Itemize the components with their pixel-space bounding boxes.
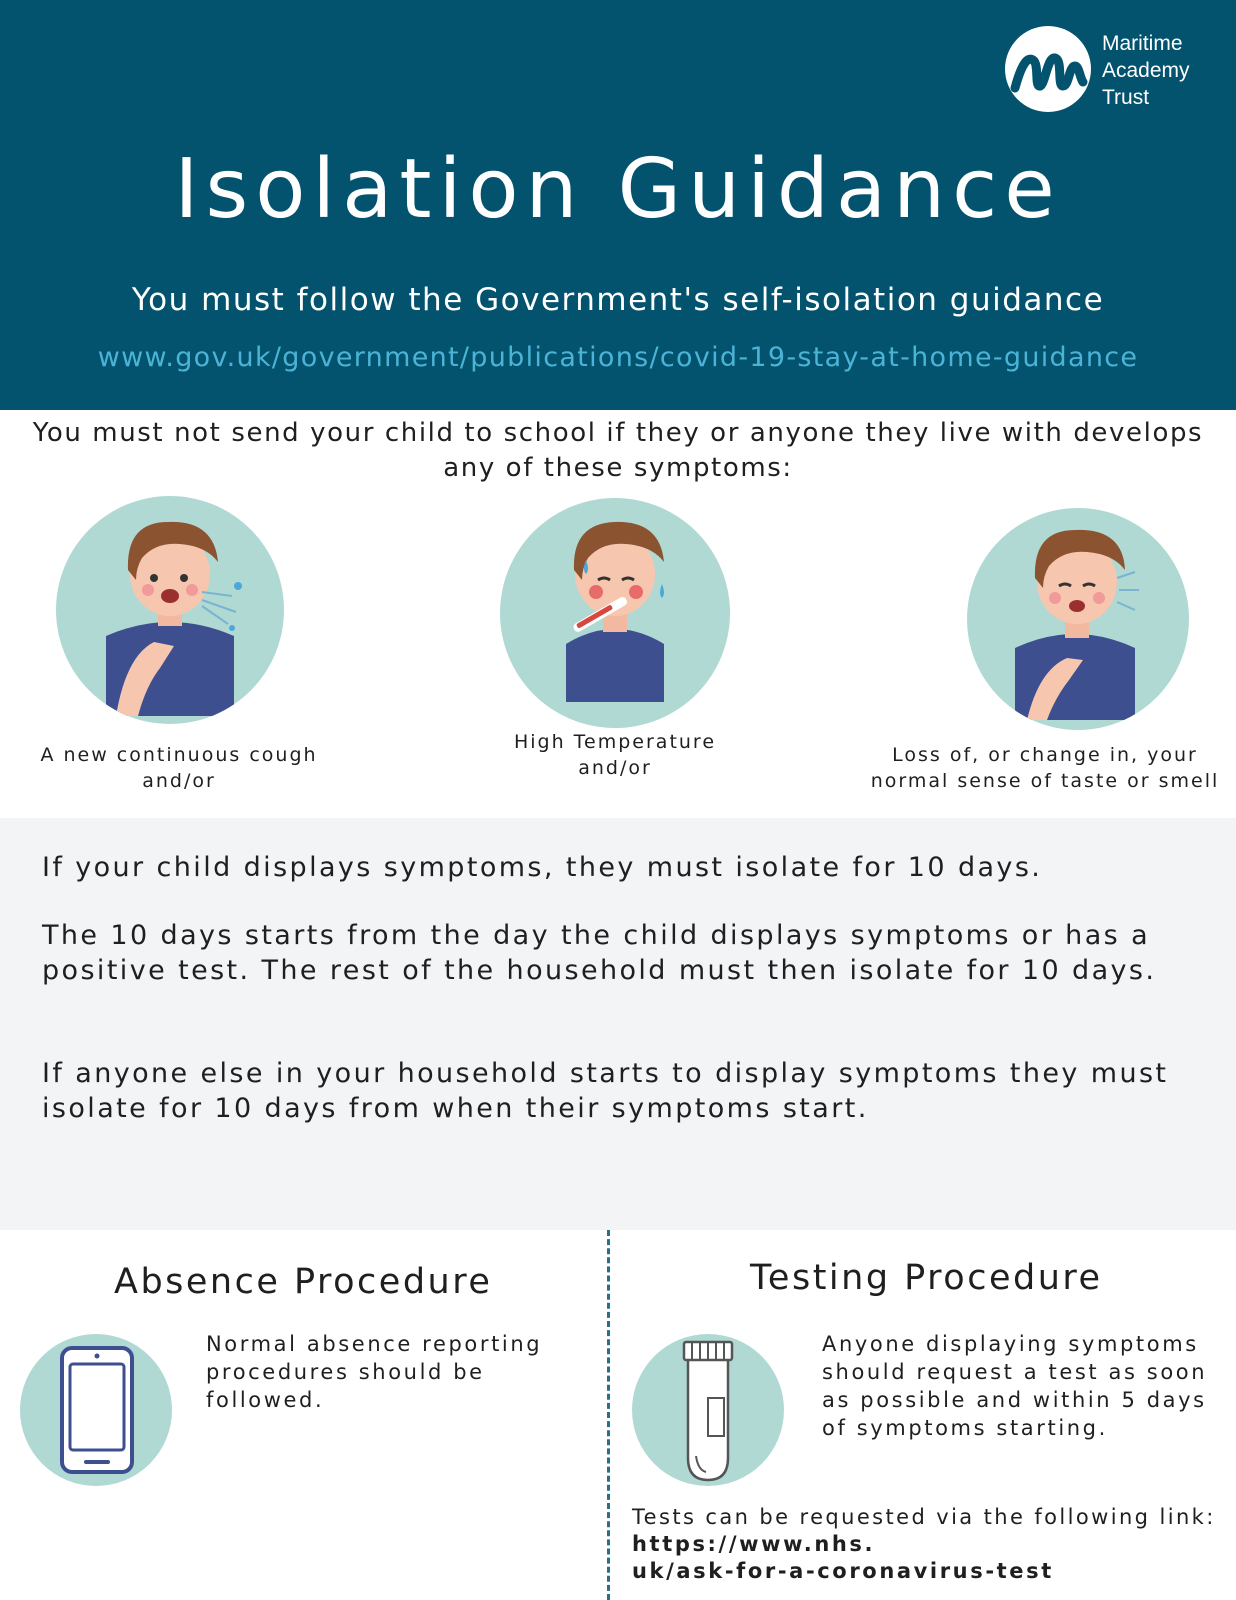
symptom-caption-line-2: normal sense of taste or smell: [870, 770, 1220, 792]
nhs-test-link-line-1[interactable]: https://www.nhs.: [632, 1532, 876, 1556]
page-title: Isolation Guidance: [174, 142, 1062, 237]
maritime-logo-icon: [1005, 26, 1091, 112]
absence-text-line-1: Normal absence reporting: [206, 1332, 543, 1356]
nhs-test-link[interactable]: [632, 1531, 1232, 1585]
nhs-test-link-line-2[interactable]: uk/ask-for-a-coronavirus-test: [632, 1559, 1054, 1583]
logo-wordmark: [1102, 30, 1212, 111]
section-divider: [607, 1230, 610, 1600]
info-paragraph-1: If your child displays symptoms, they must isolate for 10 days.: [42, 852, 1043, 883]
symptom-caption-line-2: and/or: [578, 757, 652, 779]
symptom-caption-line-1: High Temperature: [513, 731, 717, 753]
symptom-caption-line-2: and/or: [142, 770, 216, 792]
info-paragraph-2: [42, 918, 1222, 988]
info-paragraph-3-line-1: If anyone else in your household starts to display symptoms they must: [42, 1058, 1169, 1089]
intro-text: [20, 416, 1216, 486]
logo[interactable]: [1005, 26, 1205, 116]
info-paragraph-3-line-2: isolate for 10 days from when their symptoms start.: [42, 1093, 869, 1124]
intro-line-1: You must not send your child to school if they or anyone they live with develops: [32, 418, 1204, 448]
absence-text-line-2: procedures should be: [206, 1360, 485, 1384]
intro-line-2: any of these symptoms:: [443, 453, 793, 483]
test-tube-icon: [632, 1334, 784, 1486]
gov-guidance-link[interactable]: www.gov.uk/government/publications/covid-19-stay-at-home-guidance: [97, 342, 1139, 373]
symptom-caption-line-1: A new continuous cough: [40, 744, 318, 766]
coughing-child-icon: [56, 496, 284, 724]
info-paragraph-2-line-1: The 10 days starts from the day the child displays symptoms or has a: [42, 920, 1151, 951]
absence-text-line-3: followed.: [206, 1388, 325, 1412]
logo-line-2: Academy: [1102, 59, 1190, 82]
absence-procedure-text: [206, 1330, 586, 1414]
page-subtitle: You must follow the Government's self-isolation guidance: [131, 282, 1105, 318]
symptom-caption-temperature: [455, 729, 775, 781]
isolation-info-panel: [0, 818, 1236, 1230]
testing-text-line-1: Anyone displaying symptoms: [822, 1332, 1199, 1356]
symptom-caption-taste-smell: [860, 742, 1230, 794]
logo-line-1: Maritime: [1102, 32, 1183, 55]
absence-procedure-title: Absence Procedure: [114, 1262, 493, 1302]
mobile-phone-icon: [20, 1334, 172, 1486]
test-request-note-text: Tests can be requested via the following link:: [632, 1505, 1216, 1529]
test-request-note: [632, 1504, 1232, 1585]
testing-procedure-text: [822, 1330, 1222, 1442]
symptom-caption-line-1: Loss of, or change in, your: [892, 744, 1198, 766]
testing-text-line-4: of symptoms starting.: [822, 1416, 1108, 1440]
testing-procedure-title: Testing Procedure: [750, 1258, 1103, 1298]
logo-line-3: Trust: [1102, 86, 1150, 109]
testing-text-line-3: as possible and within 5 days: [822, 1388, 1207, 1412]
testing-text-line-2: should request a test as soon: [822, 1360, 1208, 1384]
info-paragraph-3: [42, 1056, 1222, 1126]
header-banner: [0, 0, 1236, 410]
info-paragraph-2-line-2: positive test. The rest of the household must then isolate for 10 days.: [42, 955, 1157, 986]
loss-of-taste-child-icon: [967, 508, 1189, 730]
fever-thermometer-child-icon: [500, 498, 730, 728]
symptom-caption-cough: [20, 742, 338, 794]
